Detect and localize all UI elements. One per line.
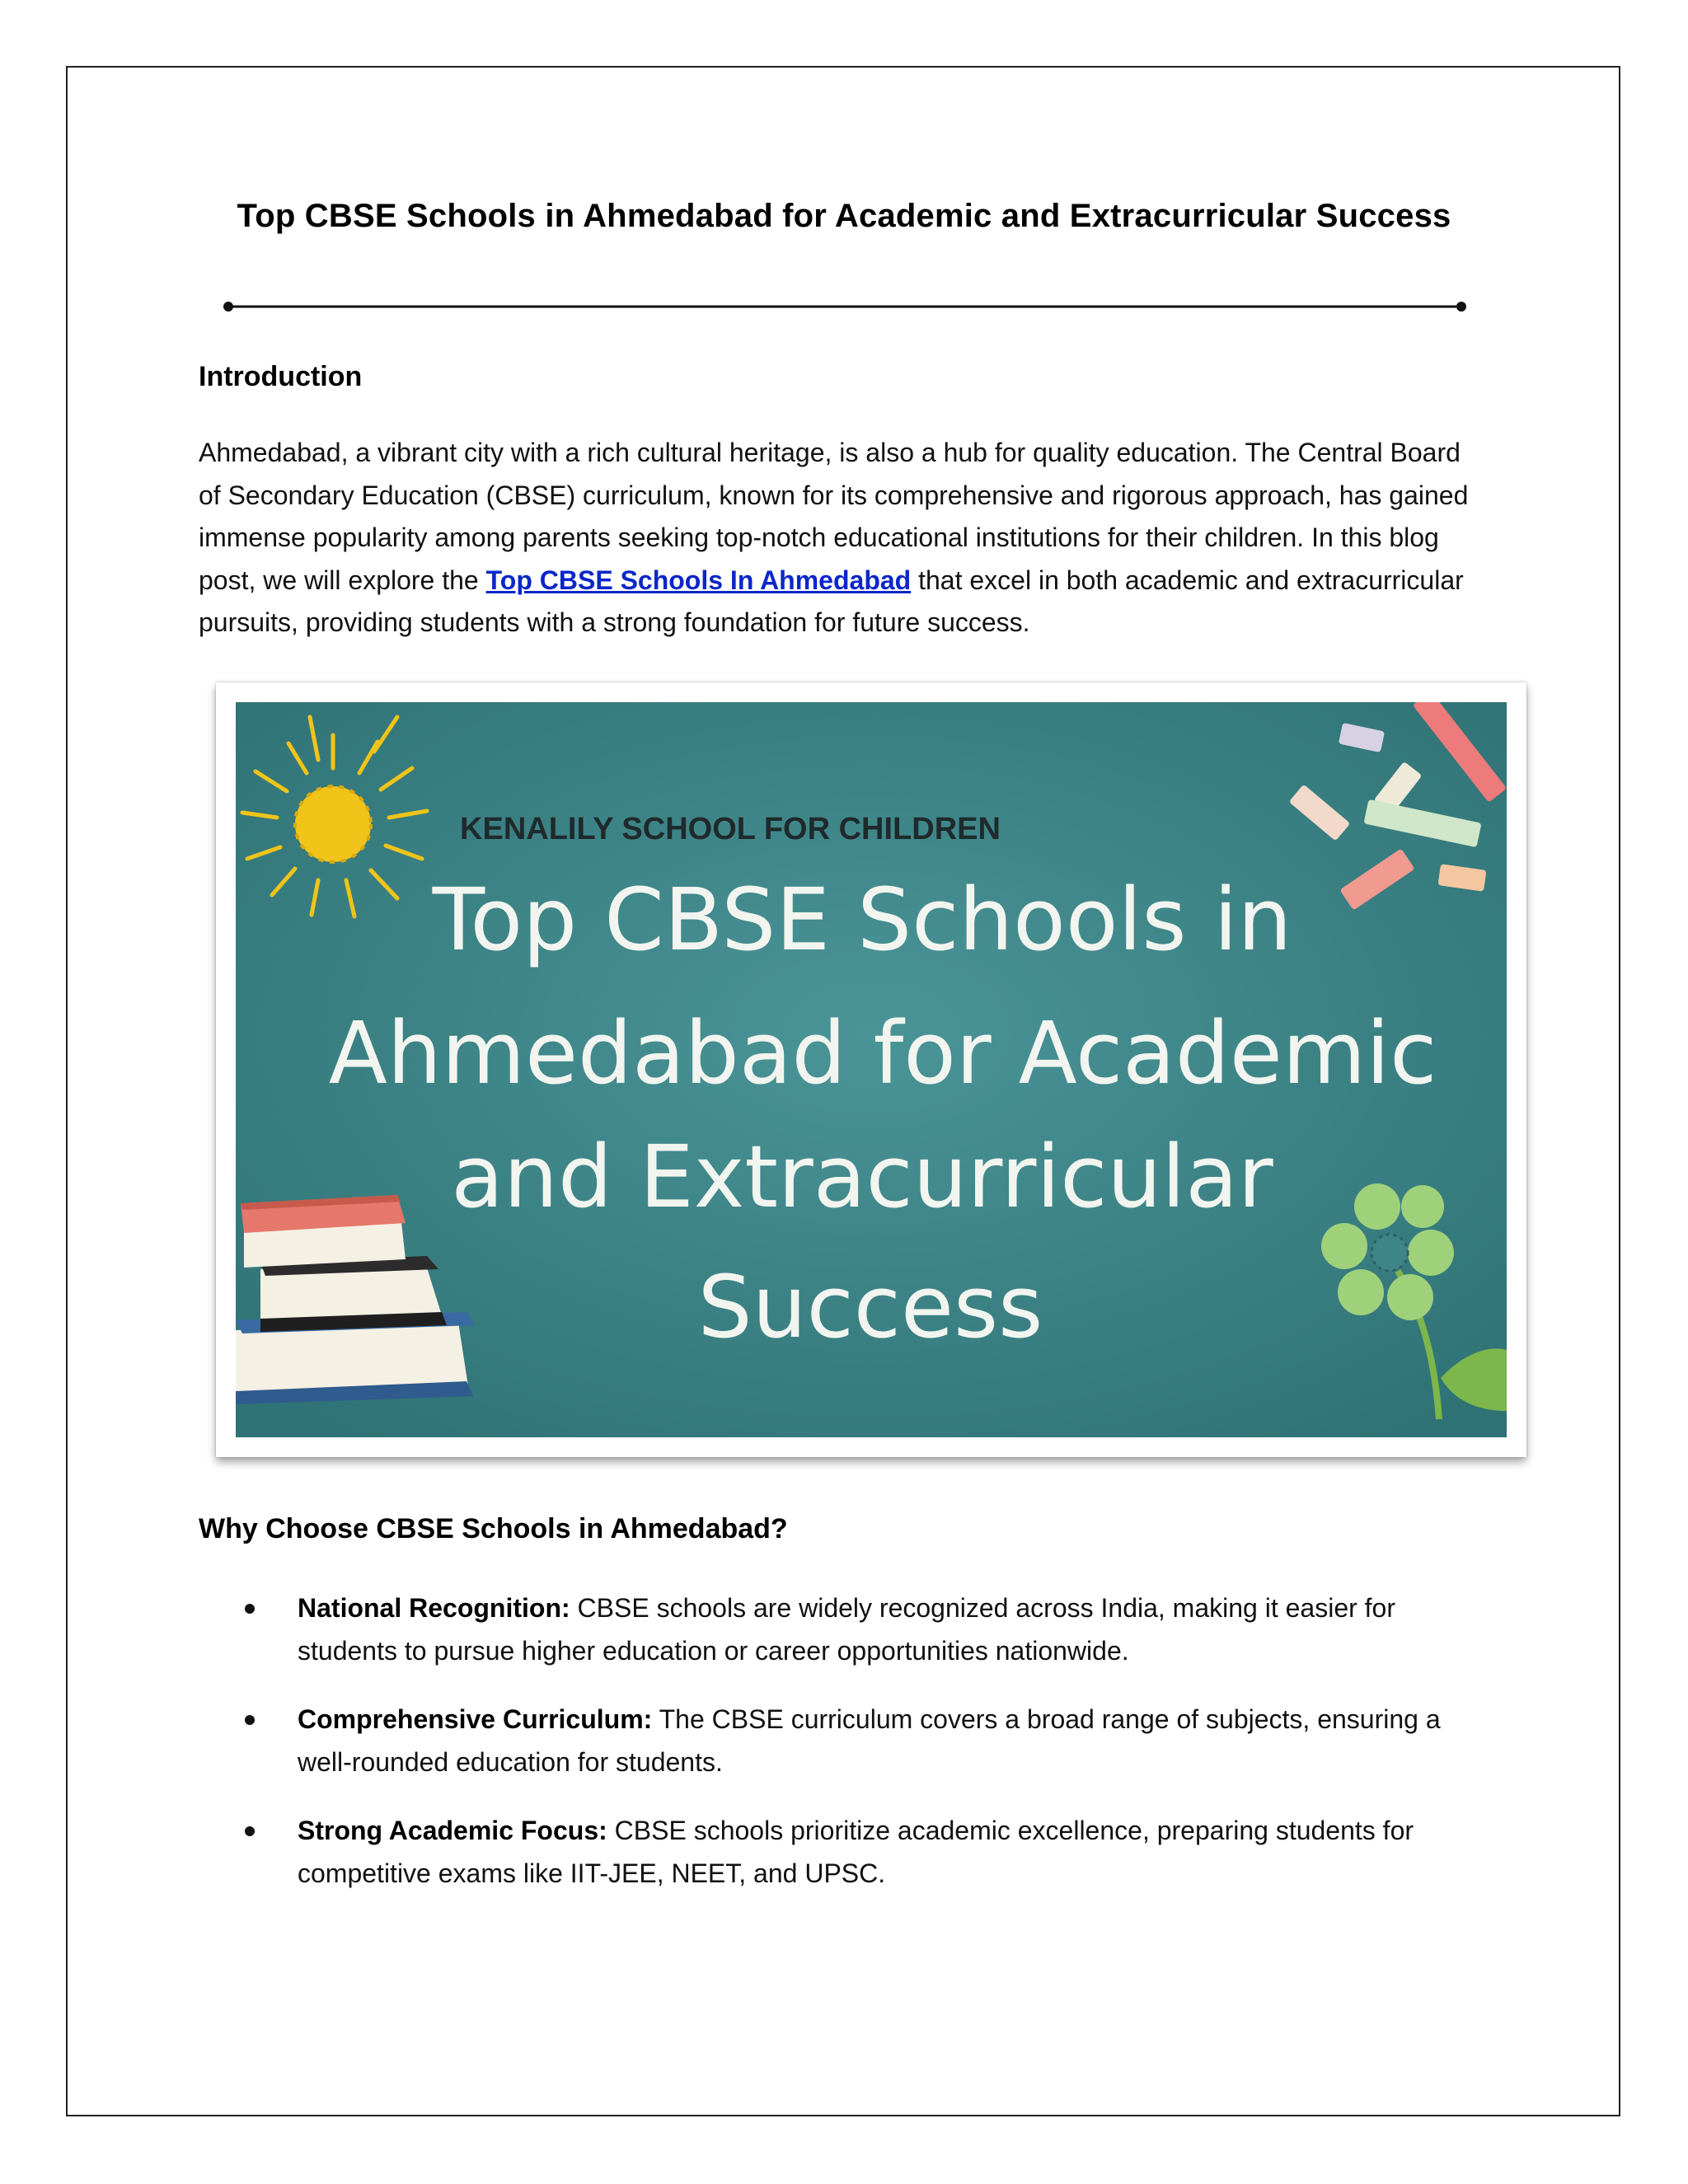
reasons-list bbox=[199, 1587, 1484, 1921]
banner-line-3: and Extracurricular bbox=[451, 1127, 1273, 1227]
item-text: CBSE schools are widely recognized across India, making it easier for students to pursue higher education or career opportunities nationwide. bbox=[298, 1593, 1395, 1666]
intro-text-before: Ahmedabad, a vibrant city with a rich cultural heritage, is also a hub for quality education. The Central Board of Secondary Education (CBSE) curriculum, known for its comprehensive and rigorous approach, has gained immense popularity among parents seeking top-notch educational institutions for their children. In this blog post, we will explore the bbox=[199, 438, 1469, 595]
page-title: Top CBSE Schools in Ahmedabad for Academic and Extracurricular Success bbox=[237, 198, 1451, 234]
banner-school-name: KENALILY SCHOOL FOR CHILDREN bbox=[460, 812, 1001, 846]
item-label: National Recognition: bbox=[298, 1593, 570, 1623]
banner-line-2: Ahmedabad for Academic bbox=[328, 1003, 1437, 1104]
divider-line bbox=[223, 300, 1467, 313]
item-label: Strong Academic Focus: bbox=[298, 1816, 607, 1845]
list-item bbox=[199, 1699, 1484, 1783]
why-heading: Why Choose CBSE Schools in Ahmedabad? bbox=[199, 1513, 788, 1544]
chalkboard-illustration bbox=[236, 702, 1507, 1437]
list-item bbox=[199, 1587, 1484, 1672]
banner-line-4: Success bbox=[697, 1257, 1043, 1357]
list-item bbox=[199, 1810, 1484, 1895]
bullet-icon bbox=[245, 1604, 255, 1614]
top-cbse-schools-link[interactable]: Top CBSE Schools In Ahmedabad bbox=[485, 565, 912, 595]
bullet-icon bbox=[245, 1715, 255, 1725]
item-text: The CBSE curriculum covers a broad range of subjects, ensuring a well-rounded education for students. bbox=[298, 1704, 1441, 1777]
intro-text-after: that excel in both academic and extracurricular pursuits, providing students with a strong foundation for future success. bbox=[199, 565, 1464, 637]
banner-line-1: Top CBSE Schools in bbox=[432, 869, 1292, 970]
item-label: Comprehensive Curriculum: bbox=[298, 1704, 653, 1734]
banner-image bbox=[216, 682, 1526, 1457]
intro-paragraph bbox=[199, 432, 1484, 644]
item-text: CBSE schools prioritize academic excellence, preparing students for competitive exams like IIT-JEE, NEET, and UPSC. bbox=[298, 1816, 1414, 1888]
intro-heading: Introduction bbox=[199, 361, 363, 392]
bullet-icon bbox=[245, 1826, 255, 1836]
